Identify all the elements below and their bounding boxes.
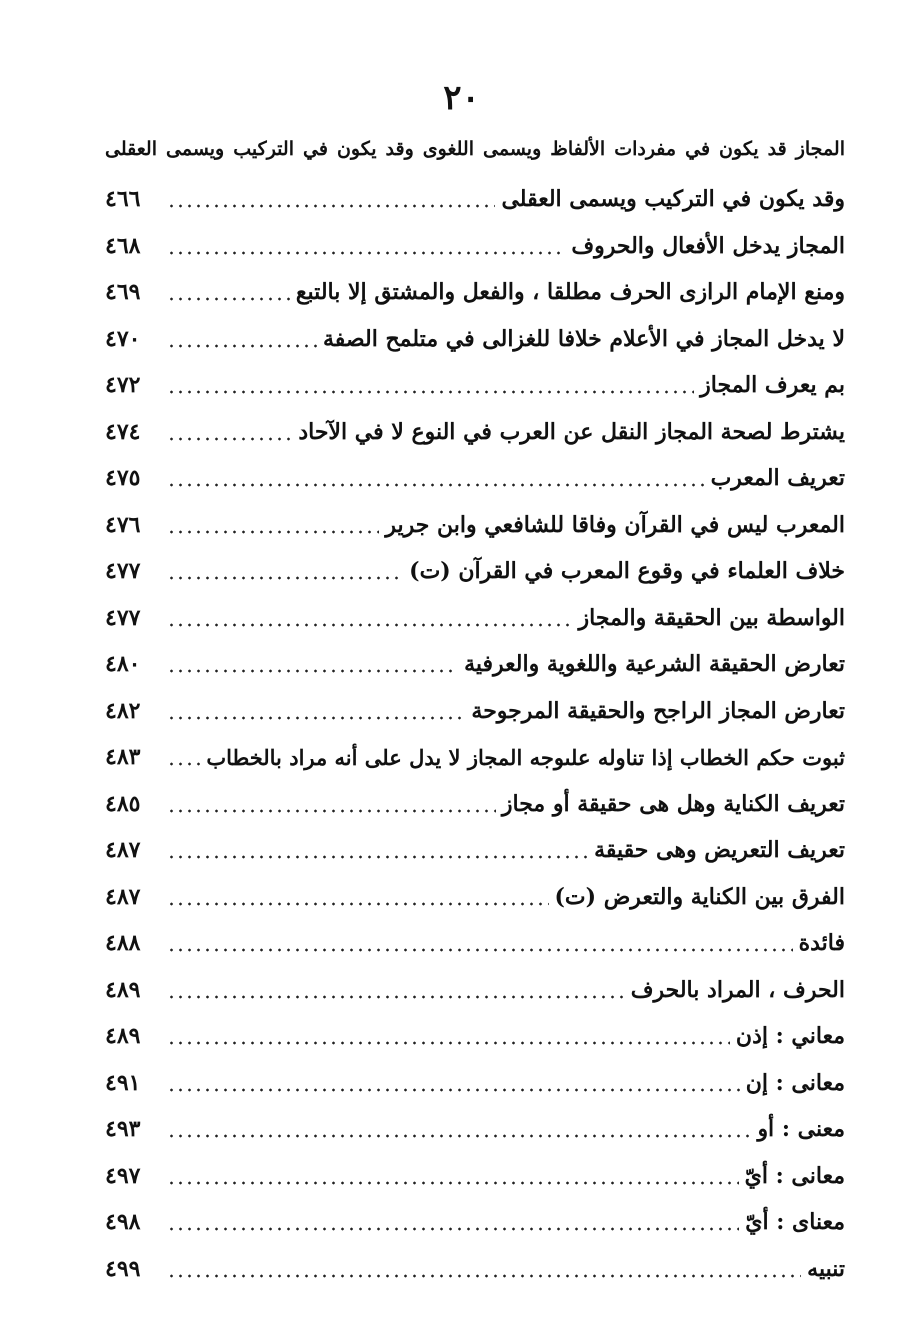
toc-entry-page: ٤٧٠: [105, 325, 141, 352]
dot-leader: [167, 716, 465, 720]
toc-entry-title: معنى : أو: [757, 1116, 845, 1143]
toc-entry-title: معناى : أيّ: [745, 1209, 845, 1236]
toc-entry-title: معاني : إذن: [735, 1023, 845, 1050]
dot-leader: [167, 483, 705, 487]
toc-entry-title: الفرق بين الكناية والتعرض (ت): [554, 883, 845, 910]
toc-entry-page: ٤٧٧: [105, 558, 141, 585]
toc-entry: [105, 362, 845, 409]
dot-leader: [167, 762, 200, 766]
toc-entry: [105, 502, 845, 549]
dot-leader: [167, 204, 495, 208]
dot-leader: [167, 1134, 751, 1138]
toc-entry-page: ٤٧٥: [105, 465, 141, 492]
toc-entry-page: ٤٨٠: [105, 651, 141, 678]
toc-entry-page: ٤٨٧: [105, 837, 141, 864]
toc-entry: [105, 688, 845, 735]
dot-leader: [167, 344, 317, 348]
toc-entry-title: تعارض الحقيقة الشرعية واللغوية والعرفية: [464, 651, 845, 678]
toc-entry-page: ٤٨٨: [105, 930, 141, 957]
dot-leader: [167, 1041, 730, 1045]
toc-entry: [105, 920, 845, 967]
toc-entry-page: ٤٧٦: [105, 511, 141, 538]
toc-entry-page: ٤٩٣: [105, 1116, 141, 1143]
toc-entry: [105, 641, 845, 688]
dot-leader: [167, 437, 292, 441]
toc-entry-title: لا يدخل المجاز في الأعلام خلافا للغزالى في متلمح الصفة: [323, 325, 845, 352]
toc-entry-page: ٤٩٧: [105, 1162, 141, 1189]
dot-leader: [167, 623, 573, 627]
toc-entry-title: معانى : إن: [745, 1069, 845, 1096]
toc-entry-page: ٤٧٢: [105, 372, 141, 399]
toc-entry: [105, 967, 845, 1014]
toc-entry-page: ٤٦٦: [105, 186, 141, 213]
dot-leader: [167, 251, 565, 255]
toc-entry: [105, 874, 845, 921]
intro-line: المجاز قد يكون في مفردات الألفاظ ويسمى اللغوى وقد يكون في التركيب ويسمى العقلى: [105, 138, 845, 160]
dot-leader: [167, 530, 379, 534]
toc-entry: [105, 316, 845, 363]
toc-entry-page: ٤٧٤: [105, 418, 141, 445]
toc-entry: [105, 827, 845, 874]
toc-entry: [105, 176, 845, 223]
toc-entry: [105, 223, 845, 270]
toc-entry-title: المجاز يدخل الأفعال والحروف: [571, 232, 845, 259]
toc-entry-title: المعرب ليس في القرآن وفاقا للشافعي وابن جرير: [385, 511, 845, 538]
toc-entry-title: تعريف الكناية وهل هى حقيقة أو مجاز: [501, 790, 845, 817]
toc-entry-page: ٤٨٩: [105, 976, 141, 1003]
toc-entry-page: ٤٨٥: [105, 790, 141, 817]
dot-leader: [167, 1088, 740, 1092]
toc-entry: [105, 1246, 845, 1293]
toc-entry-page: ٤٨٣: [105, 744, 141, 771]
toc-entry-title: تعارض المجاز الراجح والحقيقة المرجوحة: [471, 697, 845, 724]
toc-entry-title: تنبيه: [807, 1255, 845, 1282]
toc-entry: [105, 1013, 845, 1060]
toc-entry: [105, 269, 845, 316]
toc-entry-page: ٤٩١: [105, 1069, 141, 1096]
toc-entry: [105, 1060, 845, 1107]
toc-entry-title: وقد يكون في التركيب ويسمى العقلى: [501, 186, 845, 213]
dot-leader: [167, 1227, 739, 1231]
toc-entry-title: فائدة: [798, 930, 845, 957]
toc-entry: [105, 455, 845, 502]
toc-entry-title: ثبوت حكم الخطاب إذا تناوله علىوجه المجاز لا يدل على أنه مراد بالخطاب: [206, 744, 845, 770]
dot-leader: [167, 855, 588, 859]
toc-entry-page: ٤٦٩: [105, 279, 141, 306]
dot-leader: [167, 576, 403, 580]
toc-entry: [105, 1153, 845, 1200]
dot-leader: [167, 1274, 801, 1278]
toc-entry-page: ٤٦٨: [105, 232, 141, 259]
dot-leader: [167, 948, 793, 952]
toc-entry: [105, 548, 845, 595]
toc-entry-title: تعريف المعرب: [710, 465, 845, 492]
toc-entry: [105, 1199, 845, 1246]
toc-entry-page: ٤٩٨: [105, 1209, 141, 1236]
toc-entry-title: الحرف ، المراد بالحرف: [630, 976, 845, 1003]
toc-entry-title: بم يعرف المجاز: [700, 372, 845, 399]
dot-leader: [167, 995, 625, 999]
toc-entry: [105, 595, 845, 642]
dot-leader: [167, 1181, 739, 1185]
toc-entry: [105, 1106, 845, 1153]
toc-entry-page: ٤٧٧: [105, 604, 141, 631]
toc-entry-title: تعريف التعريض وهى حقيقة: [594, 837, 845, 864]
dot-leader: [167, 902, 549, 906]
dot-leader: [167, 297, 290, 301]
dot-leader: [167, 669, 458, 673]
toc-entry-title: ومنع الإمام الرازى الحرف مطلقا ، والفعل والمشتق إلا بالتبع: [295, 279, 845, 306]
toc-entry-page: ٤٨٢: [105, 697, 141, 724]
page-number: ٢٠: [443, 78, 480, 118]
toc-entry-title: يشترط لصحة المجاز النقل عن العرب في النوع لا في الآحاد: [298, 418, 845, 445]
toc-entry: [105, 781, 845, 828]
toc-entry-page: ٤٨٧: [105, 883, 141, 910]
dot-leader: [167, 809, 496, 813]
toc-entry: [105, 409, 845, 456]
toc-entry-page: ٤٩٩: [105, 1255, 141, 1282]
toc-entry-title: خلاف العلماء في وقوع المعرب في القرآن (ت): [409, 558, 845, 585]
table-of-contents: [105, 176, 845, 1292]
toc-entry: [105, 734, 845, 781]
toc-entry-title: معانى : أيّ: [744, 1162, 845, 1189]
toc-entry-page: ٤٨٩: [105, 1023, 141, 1050]
toc-entry-title: الواسطة بين الحقيقة والمجاز: [578, 604, 845, 631]
dot-leader: [167, 390, 694, 394]
